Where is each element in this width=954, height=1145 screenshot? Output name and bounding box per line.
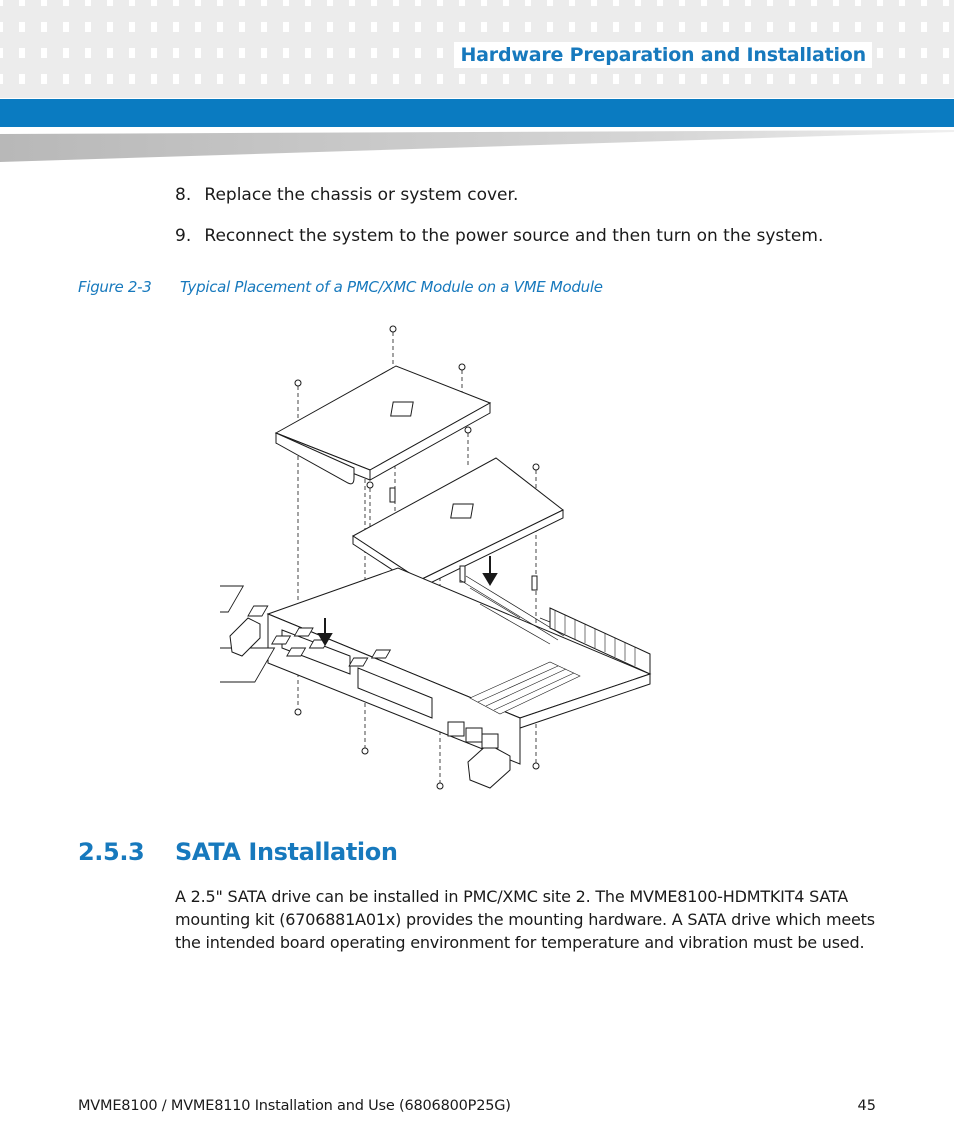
step-text: Replace the chassis or system cover. bbox=[204, 185, 519, 205]
top-module bbox=[276, 366, 490, 484]
vme-base-board bbox=[220, 568, 650, 788]
step-9 bbox=[175, 226, 823, 246]
second-module bbox=[353, 458, 563, 590]
section-number: 2.5.3 bbox=[78, 838, 145, 866]
section-body-paragraph: A 2.5" SATA drive can be installed in PMC/XMC site 2. The MVME8100-HDMTKIT4 SATA mounting kit (6706881A01x) provides the mounting hardware. A SATA drive which meets the intended board operating environment for temperature and vibration must be used. bbox=[175, 887, 875, 952]
figure-number: Figure 2-3 bbox=[78, 278, 152, 296]
footer-document-title: MVME8100 / MVME8110 Installation and Use (6806800P25G) bbox=[78, 1098, 511, 1114]
step-number: 8. bbox=[175, 185, 192, 205]
section-heading bbox=[78, 838, 398, 866]
section-title: SATA Installation bbox=[175, 838, 398, 866]
step-8 bbox=[175, 185, 518, 205]
footer-page-number: 45 bbox=[857, 1098, 876, 1114]
header-gray-wedge bbox=[0, 130, 954, 164]
figure-caption bbox=[78, 278, 603, 296]
figure-title: Typical Placement of a PMC/XMC Module on a VME Module bbox=[180, 278, 603, 296]
running-header-title: Hardware Preparation and Installation bbox=[454, 42, 872, 68]
pmc-xmc-placement-illustration bbox=[220, 318, 660, 798]
step-number: 9. bbox=[175, 226, 192, 246]
header-blue-bar bbox=[0, 99, 954, 127]
step-text: Reconnect the system to the power source and then turn on the system. bbox=[204, 226, 824, 246]
